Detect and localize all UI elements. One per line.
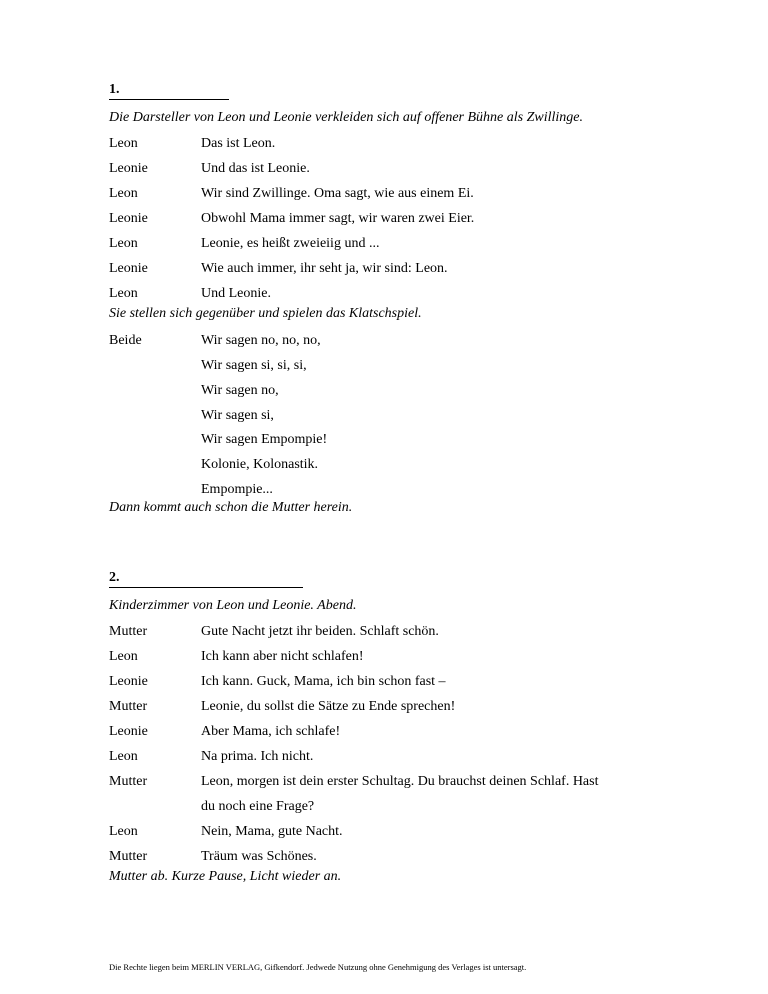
speaker-name: Leon <box>109 749 138 764</box>
dialogue-text: Und Leonie. <box>201 286 271 301</box>
dialogue-text: Na prima. Ich nicht. <box>201 749 314 764</box>
chant-line: Wir sagen no, <box>201 383 279 398</box>
stage-direction: Mutter ab. Kurze Pause, Licht wieder an. <box>109 869 342 884</box>
dialogue-text: Aber Mama, ich schlafe! <box>201 724 341 739</box>
dialogue-text: Leon, morgen ist dein erster Schultag. Du brauchst deinen Schlaf. Hast <box>201 774 599 789</box>
chant-line: Empompie... <box>201 482 273 497</box>
speaker-name: Mutter <box>109 624 148 639</box>
speaker-name: Leon <box>109 824 138 839</box>
dialogue-text: Ich kann aber nicht schlafen! <box>201 649 364 664</box>
speaker-name: Leon <box>109 286 138 301</box>
chant-line: Wir sagen si, si, si, <box>201 358 307 373</box>
dialogue-text: Leonie, es heißt zweieiig und ... <box>201 236 380 251</box>
speaker-name: Leonie <box>109 161 148 176</box>
stage-direction: Die Darsteller von Leon und Leonie verkleiden sich auf offener Bühne als Zwillinge. <box>109 110 583 125</box>
dialogue-text: Ich kann. Guck, Mama, ich bin schon fast – <box>201 674 446 689</box>
dialogue-text: Wie auch immer, ihr seht ja, wir sind: Leon. <box>201 261 448 276</box>
dialogue-text: Träum was Schönes. <box>201 849 317 864</box>
chant-line: Kolonie, Kolonastik. <box>201 457 319 472</box>
speaker-name: Leonie <box>109 261 148 276</box>
copyright-footer: Die Rechte liegen beim MERLIN VERLAG, Gifkendorf. Jedwede Nutzung ohne Genehmigung des Verlages ist untersagt. <box>109 962 527 972</box>
speaker-name: Leonie <box>109 674 148 689</box>
speaker-name: Beide <box>109 333 142 348</box>
dialogue-text: Gute Nacht jetzt ihr beiden. Schlaft schön. <box>201 624 439 639</box>
chant-line: Wir sagen Empompie! <box>201 432 328 447</box>
speaker-name: Leonie <box>109 724 148 739</box>
chant-line: Wir sagen no, no, no, <box>201 333 321 348</box>
dialogue-text: Nein, Mama, gute Nacht. <box>201 824 343 839</box>
speaker-name: Leon <box>109 136 138 151</box>
scene-heading: 2. <box>109 570 303 588</box>
dialogue-text: Obwohl Mama immer sagt, wir waren zwei Eier. <box>201 211 475 226</box>
dialogue-text: Wir sind Zwillinge. Oma sagt, wie aus einem Ei. <box>201 186 474 201</box>
speaker-name: Leon <box>109 236 138 251</box>
dialogue-text: Und das ist Leonie. <box>201 161 310 176</box>
scene-heading: 1. <box>109 82 229 100</box>
speaker-name: Leon <box>109 186 138 201</box>
chant-line: Wir sagen si, <box>201 408 274 423</box>
stage-direction: Kinderzimmer von Leon und Leonie. Abend. <box>109 598 357 613</box>
speaker-name: Mutter <box>109 699 148 714</box>
dialogue-text: Das ist Leon. <box>201 136 276 151</box>
speaker-name: Leon <box>109 649 138 664</box>
speaker-name: Leonie <box>109 211 148 226</box>
speaker-name: Mutter <box>109 849 148 864</box>
stage-direction: Dann kommt auch schon die Mutter herein. <box>109 500 353 515</box>
speaker-name: Mutter <box>109 774 148 789</box>
dialogue-text: Leonie, du sollst die Sätze zu Ende sprechen! <box>201 699 456 714</box>
dialogue-text: du noch eine Frage? <box>201 799 315 814</box>
stage-direction: Sie stellen sich gegenüber und spielen das Klatschspiel. <box>109 306 422 321</box>
